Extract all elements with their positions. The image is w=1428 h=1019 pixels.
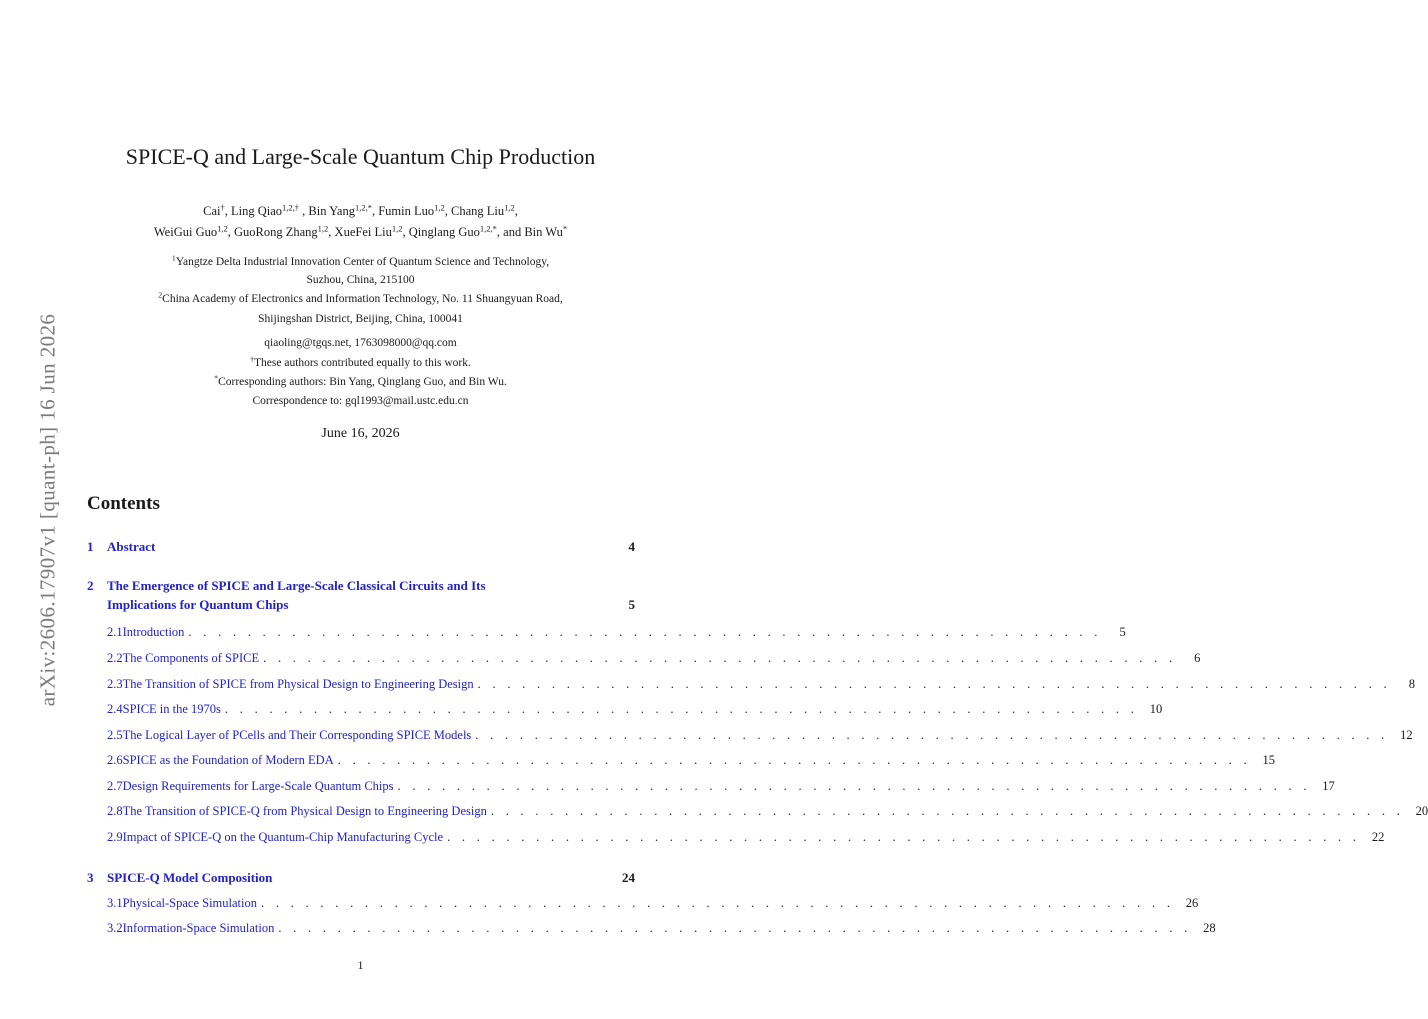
toc-dot-leader: . . . . . . . . . . . . . . . . . . . . . . . . . . . . . . . . . . . . . . . . . . . . . . . . . . . . . . . . . . . . . . — [337, 753, 1252, 767]
author-name: Ling Qiao — [230, 204, 283, 218]
toc-subsection-3-1[interactable] — [87, 896, 1199, 911]
toc-page-number: 28 — [1203, 921, 1216, 935]
toc-subsection-number: 2.8 — [107, 804, 123, 818]
toc-page-number: 20 — [1415, 804, 1428, 818]
toc-section-number: 3 — [87, 870, 94, 885]
paper-date: June 16, 2026 — [321, 426, 400, 441]
toc-subsection-2-4[interactable] — [87, 702, 1163, 717]
toc-subsection-title[interactable]: The Transition of SPICE from Physical Design to Engineering Design — [122, 677, 474, 691]
toc-section-title[interactable]: Abstract — [107, 539, 156, 554]
toc-subsection-title[interactable]: Information-Space Simulation — [122, 921, 275, 935]
note-text: These authors contributed equally to this work. — [254, 357, 471, 369]
toc-section-1[interactable] — [87, 539, 635, 555]
toc-subsection-number: 3.2 — [107, 921, 123, 935]
author-affil-mark: 1,2 — [434, 202, 445, 213]
author-name: Qinglang Guo — [408, 225, 480, 239]
author-line-2: WeiGui Guo$^{1,2}$, GuoRong Zhang$^{1,2}$, XueFei Liu$^{1,2}$, Qinglang Guo$^{1,2,*}$, and Bin Wu* — [153, 223, 568, 239]
toc-page-number: 10 — [1149, 702, 1163, 716]
toc-subsection-number: 2.3 — [107, 677, 123, 691]
toc-subsection-2-2[interactable] — [87, 651, 1201, 666]
footnote-mark: * — [214, 373, 219, 383]
toc-subsection-title[interactable]: Impact of SPICE-Q on the Quantum-Chip Manufacturing Cycle — [122, 830, 444, 844]
toc-subsection-2-6[interactable] — [87, 753, 1276, 768]
toc-subsection-number: 2.1 — [107, 625, 123, 639]
toc-subsection-title[interactable]: Design Requirements for Large-Scale Quantum Chips — [122, 779, 394, 793]
toc-subsection-2-3[interactable] — [87, 677, 1415, 692]
toc-subsection-number: 2.5 — [107, 728, 123, 742]
toc-page-number: 6 — [1194, 651, 1201, 665]
affiliation-text: Yangtze Delta Industrial Innovation Center of Quantum Science and Technology, — [175, 256, 550, 268]
toc-subsection-2-5[interactable] — [87, 728, 1413, 743]
toc-section-title-continued[interactable]: Implications for Quantum Chips — [107, 597, 289, 612]
toc-subsection-title[interactable]: The Components of SPICE — [122, 651, 260, 665]
author-affil-mark: 1,2 — [217, 223, 228, 234]
toc-section-title[interactable]: The Emergence of SPICE and Large-Scale Classical Circuits and Its — [107, 578, 486, 593]
toc-section-title[interactable]: SPICE-Q Model Composition — [107, 870, 273, 885]
author-name: Bin Wu — [524, 225, 563, 239]
toc-dot-leader: . . . . . . . . . . . . . . . . . . . . . . . . . . . . . . . . . . . . . . . . . . . . . . . . . . . . . . . . . . . . . . — [475, 728, 1389, 742]
equal-contribution-note — [60, 355, 661, 371]
toc-dot-leader: . . . . . . . . . . . . . . . . . . . . . . . . . . . . . . . . . . . . . . . . . . . . . . . . . . . . . . . . . . . . . . — [477, 677, 1391, 691]
author-name: XueFei Liu — [334, 225, 392, 239]
toc-subsection-title[interactable]: The Transition of SPICE-Q from Physical Design to Engineering Design — [122, 804, 487, 818]
affiliation-2-line-1 — [60, 291, 661, 307]
affiliation-1-line-2: Suzhou, China, 215100 — [306, 274, 415, 286]
author-name: Chang Liu — [451, 204, 505, 218]
author-affil-mark: 1,2,† — [282, 202, 300, 213]
author-affil-mark: * — [562, 223, 568, 234]
toc-dot-leader: . . . . . . . . . . . . . . . . . . . . . . . . . . . . . . . . . . . . . . . . . . . . . . . . . . . . . . . . . . . . . . — [224, 702, 1139, 716]
toc-subsection-number: 2.9 — [107, 830, 123, 844]
toc-section-number: 1 — [87, 539, 94, 554]
toc-subsection-2-1[interactable] — [87, 625, 1126, 640]
toc-subsection-number: 2.4 — [107, 702, 123, 716]
toc-subsection-title[interactable]: SPICE as the Foundation of Modern EDA — [122, 753, 334, 767]
toc-page-number: 12 — [1400, 728, 1413, 742]
toc-page-number: 17 — [1322, 779, 1335, 793]
author-name: Fumin Luo — [378, 204, 435, 218]
toc-page-number: 5 — [1119, 625, 1126, 639]
author-name: WeiGui Guo — [153, 225, 218, 239]
affiliation-mark: 1 — [171, 253, 176, 263]
paper-title: SPICE-Q and Large-Scale Quantum Chip Production — [125, 144, 596, 169]
toc-subsection-title[interactable]: Introduction — [122, 625, 185, 639]
toc-page-number: 15 — [1262, 753, 1276, 767]
toc-dot-leader: . . . . . . . . . . . . . . . . . . . . . . . . . . . . . . . . . . . . . . . . . . . . . . . . . . . . . . . . . . . . . . — [278, 921, 1192, 935]
page-number: 1 — [357, 958, 364, 972]
toc-dot-leader: . . . . . . . . . . . . . . . . . . . . . . . . . . . . . . . . . . . . . . . . . . . . . . . . . . . . . . . . . . . . . . — [260, 896, 1175, 910]
toc-subsection-number: 2.6 — [107, 753, 123, 767]
contact-emails: qiaoling@tgqs.net, 1763098000@qq.com — [264, 337, 457, 349]
toc-subsection-title[interactable]: SPICE in the 1970s — [122, 702, 221, 716]
toc-subsection-number: 2.7 — [107, 779, 123, 793]
author-name: Cai — [203, 204, 221, 218]
toc-subsection-2-9[interactable] — [87, 830, 1385, 845]
toc-section-number: 2 — [87, 578, 94, 593]
author-name: GuoRong Zhang — [233, 225, 318, 239]
toc-subsection-title[interactable]: The Logical Layer of PCells and Their Corresponding SPICE Models — [122, 728, 472, 742]
note-text: Corresponding authors: Bin Yang, Qinglang Guo, and Bin Wu. — [218, 376, 507, 388]
toc-subsection-number: 3.1 — [107, 896, 123, 910]
affiliation-text: China Academy of Electronics and Information Technology, No. 11 Shuangyuan Road, — [162, 293, 563, 305]
toc-page-number: 5 — [628, 597, 635, 612]
affiliation-1-line-1 — [60, 254, 661, 270]
toc-dot-leader: . . . . . . . . . . . . . . . . . . . . . . . . . . . . . . . . . . . . . . . . . . . . . . . . . . . . . . . . . . . . . . — [447, 830, 1361, 844]
toc-subsection-title[interactable]: Physical-Space Simulation — [122, 896, 257, 910]
affiliation-2-line-2: Shijingshan District, Beijing, China, 100041 — [258, 313, 463, 325]
toc-page-number: 24 — [622, 870, 635, 885]
author-name: Bin Yang — [308, 204, 355, 218]
author-line-1: Cai†, Ling Qiao$^{1,2,\dagger}$ , Bin Yang$^{1,2,*}$, Fumin Luo$^{1,2}$, Chang Liu$^{1,2}$, — [203, 202, 518, 218]
affiliation-mark: 2 — [158, 290, 163, 300]
author-affil-mark: 1,2,* — [354, 202, 372, 213]
author-affil-mark: 1,2 — [504, 202, 515, 213]
correspondence-email: Correspondence to: gql1993@mail.ustc.edu.cn — [252, 395, 469, 407]
corresponding-authors-note — [60, 374, 661, 390]
toc-page-number: 22 — [1371, 830, 1385, 844]
toc-section-2[interactable] — [87, 578, 635, 613]
toc-page-number: 4 — [628, 539, 635, 554]
toc-page-number: 26 — [1185, 896, 1199, 910]
author-affil-mark: † — [220, 202, 225, 213]
footnote-mark: † — [250, 354, 255, 364]
author-affil-mark: 1,2,* — [479, 223, 497, 234]
toc-subsection-2-8[interactable] — [87, 804, 1428, 819]
author-affil-mark: 1,2 — [317, 223, 329, 234]
toc-dot-leader: . . . . . . . . . . . . . . . . . . . . . . . . . . . . . . . . . . . . . . . . . . . . . . . . . . . . . . . . . . . . . . — [263, 651, 1177, 665]
toc-dot-leader: . . . . . . . . . . . . . . . . . . . . . . . . . . . . . . . . . . . . . . . . . . . . . . . . . . . . . . . . . . . . . . — [490, 804, 1405, 818]
arxiv-identifier: arXiv:2606.17907v1 [quant-ph] 16 Jun 2026 — [35, 313, 60, 707]
toc-page-number: 8 — [1408, 677, 1415, 691]
toc-dot-leader: . . . . . . . . . . . . . . . . . . . . . . . . . . . . . . . . . . . . . . . . . . . . . . . . . . . . . . . . . . . . . . — [397, 779, 1311, 793]
toc-subsection-2-7[interactable] — [87, 779, 1335, 794]
toc-subsection-number: 2.2 — [107, 651, 123, 665]
toc-dot-leader: . . . . . . . . . . . . . . . . . . . . . . . . . . . . . . . . . . . . . . . . . . . . . . . . . . . . . . . . . . . . . . — [188, 625, 1102, 639]
toc-section-3[interactable] — [87, 870, 635, 886]
contents-heading: Contents — [87, 493, 160, 514]
author-affil-mark: 1,2 — [391, 223, 403, 234]
toc-subsection-3-2[interactable] — [87, 921, 1216, 936]
